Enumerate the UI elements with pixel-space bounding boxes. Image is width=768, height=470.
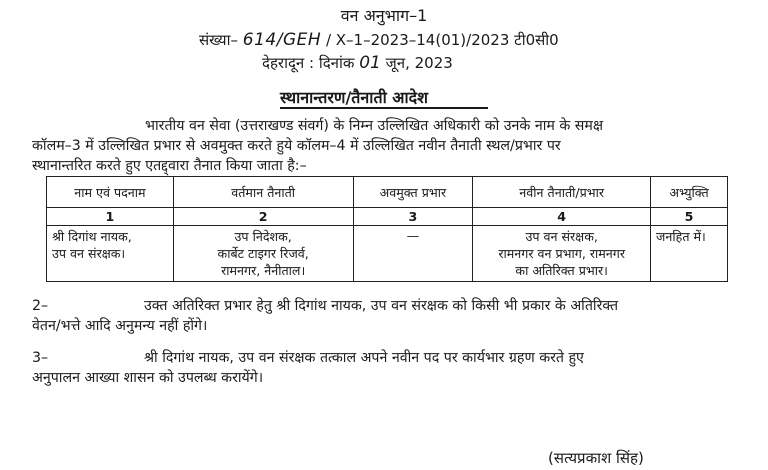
officer-name: श्री दिगांथ नायक, (52, 229, 132, 244)
current-posting-line: रामनगर, नैनीताल। (221, 263, 306, 278)
new-posting-line: का अतिरिक्त प्रभार। (515, 263, 608, 278)
header-new-posting: नवीन तैनाती/प्रभार (473, 177, 651, 208)
table-row (47, 226, 728, 282)
header-relieved-charge: अवमुक्त प्रभार (353, 177, 473, 208)
para2-number: 2– (32, 298, 49, 314)
para3-line-2: अनुपालन आख्या शासन को उपलब्ध करायेंगे। (32, 370, 264, 386)
date-month-year: जून, 2023 (385, 54, 453, 72)
column-number: 1 (47, 208, 174, 226)
header-name-designation: नाम एवं पदनाम (47, 177, 174, 208)
signatory-name: (सत्यप्रकाश सिंह) (548, 449, 644, 467)
column-number: 4 (473, 208, 651, 226)
place-date (262, 53, 453, 73)
department-name: वन अनुभाग–1 (340, 6, 428, 25)
new-posting-line: रामनगर वन प्रभाग, रामनगर (498, 246, 626, 261)
new-posting-cell (473, 226, 651, 282)
intro-line-3: स्थानान्तरित करते हुए एतद्द्वारा तैनात किया जाता है:– (32, 158, 307, 174)
remarks-cell: जनहित में। (651, 226, 728, 282)
header-current-posting: वर्तमान तैनाती (173, 177, 353, 208)
posting-table (46, 176, 728, 282)
officer-designation: उप वन संरक्षक। (52, 246, 126, 261)
new-posting-line: उप वन संरक्षक, (525, 229, 598, 244)
title-underline (280, 107, 488, 109)
intro-line-1: भारतीय वन सेवा (उत्तराखण्ड संवर्ग) के निम्न उल्लिखित अधिकारी को उनके नाम के समक्ष (145, 118, 604, 134)
place-label: देहरादून : दिनांक (262, 54, 355, 72)
current-posting-line: कार्बेट टाइगर रिजर्व, (217, 246, 309, 261)
table-header-row (47, 177, 728, 208)
column-number: 2 (173, 208, 353, 226)
header-remarks: अभ्युक्ति (651, 177, 728, 208)
reference-suffix: / X–1–2023–14(01)/2023 टी0सी0 (325, 31, 559, 49)
current-posting-line: उप निदेशक, (234, 229, 292, 244)
date-day-handwritten: 01 (359, 53, 381, 73)
reference-label: संख्या– (199, 31, 239, 49)
intro-line-2: कॉलम–3 में उल्लिखित प्रभार से अवमुक्त करते हुये कॉलम–4 में उल्लिखित नवीन तैनाती स्थल/प्रभार पर (32, 138, 561, 154)
reference-number (199, 30, 559, 50)
table-number-row (47, 208, 728, 226)
para3-line-1: श्री दिगांथ नायक, उप वन संरक्षक तत्काल अपने नवीन पद पर कार्यभार ग्रहण करते हुए (144, 350, 584, 366)
column-number: 3 (353, 208, 473, 226)
para2-line-1: उक्त अतिरिक्त प्रभार हेतु श्री दिगांथ नायक, उप वन संरक्षक को किसी भी प्रकार के अतिरिक्त (144, 298, 619, 314)
order-title: स्थानान्तरण/तैनाती आदेश (280, 88, 429, 107)
relieved-charge-cell: — (353, 226, 473, 282)
para3-number: 3– (32, 350, 49, 366)
officer-name-cell (47, 226, 174, 282)
column-number: 5 (651, 208, 728, 226)
current-posting-cell (173, 226, 353, 282)
reference-handwritten: 614/GEH (242, 30, 322, 50)
para2-line-2: वेतन/भत्ते आदि अनुमन्य नहीं होंगे। (32, 318, 208, 334)
